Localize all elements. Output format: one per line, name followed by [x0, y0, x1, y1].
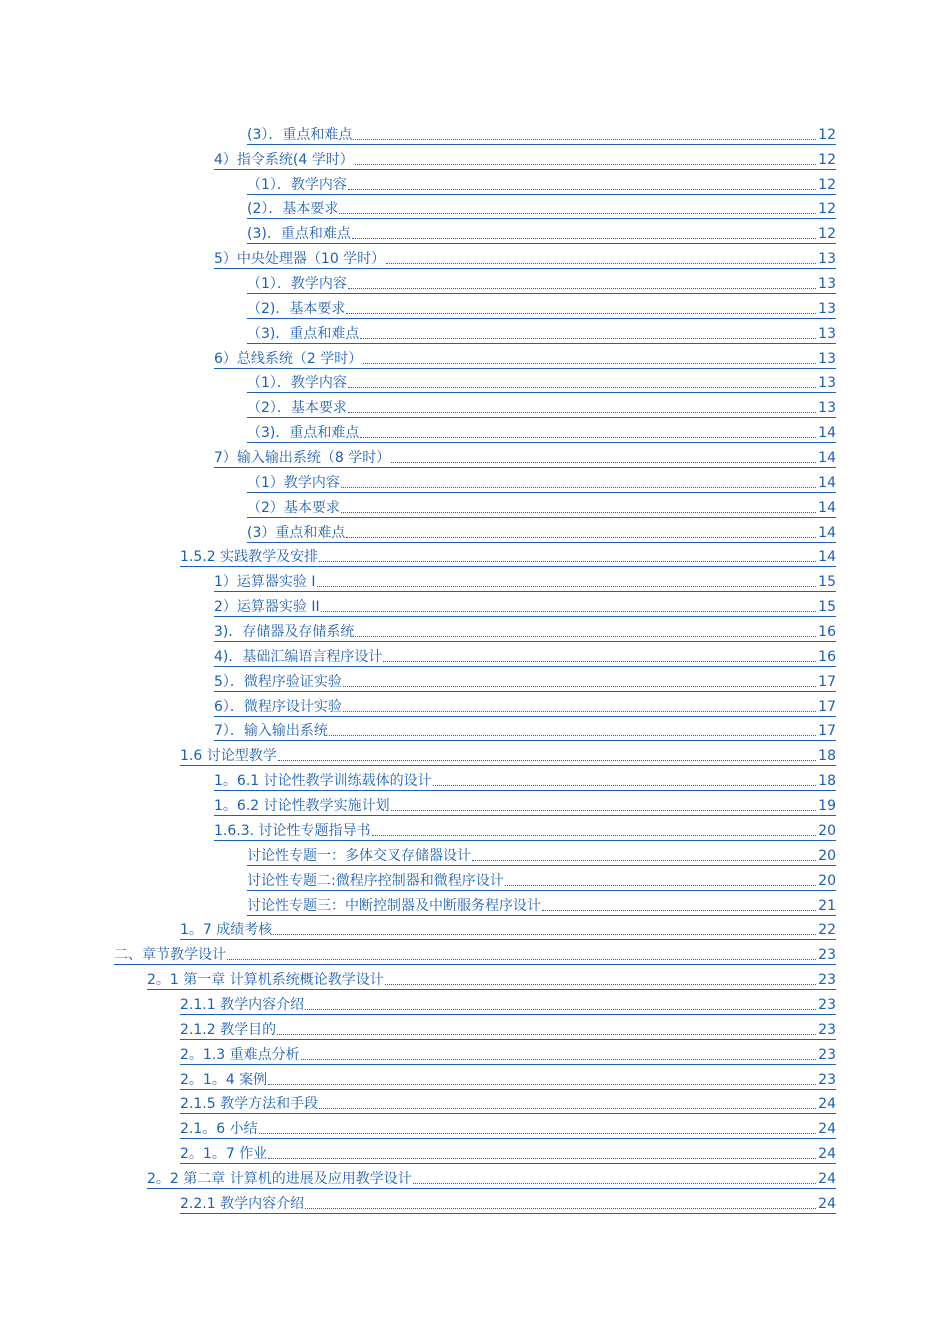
toc-entry-label: 2。2 第二章 计算机的进展及应用教学设计	[147, 1170, 412, 1187]
toc-entry-page: 22	[818, 922, 836, 939]
dot-leader	[305, 1008, 816, 1010]
toc-entry-page: 13	[818, 375, 836, 392]
dot-leader	[348, 287, 816, 289]
dot-leader	[277, 1033, 816, 1035]
dot-leader	[355, 163, 816, 165]
dot-leader	[319, 560, 816, 562]
toc-entry-page: 15	[818, 599, 836, 616]
toc-entry-label: 4）指令系统(4 学时）	[214, 151, 354, 168]
toc-entry-page: 23	[818, 1046, 836, 1063]
toc-entry[interactable]	[0, 994, 950, 1019]
toc-entry-page: 14	[818, 549, 836, 566]
toc-entry-label: (3）重点和难点	[247, 524, 346, 541]
toc-entry-label: 2.2.1 教学内容介绍	[180, 1195, 305, 1212]
dot-leader	[301, 1058, 817, 1060]
toc-entry[interactable]	[0, 373, 950, 398]
dot-leader	[348, 411, 816, 413]
dot-leader	[339, 212, 816, 214]
toc-entry-label: 讨论性专题二:微程序控制器和微程序设计	[247, 872, 504, 889]
toc-entry[interactable]	[0, 422, 950, 447]
toc-entry-page: 13	[818, 350, 836, 367]
toc-entry-page: 13	[818, 325, 836, 342]
toc-entry-page: 12	[818, 151, 836, 168]
toc-entry-label: 1。7 成绩考核	[180, 922, 273, 939]
dot-leader	[433, 784, 817, 786]
toc-entry[interactable]	[0, 1069, 950, 1094]
dot-leader	[386, 262, 816, 264]
toc-entry[interactable]	[0, 895, 950, 920]
dot-leader	[343, 685, 816, 687]
toc-entry[interactable]	[0, 1193, 950, 1218]
toc-entry-page: 23	[818, 1021, 836, 1038]
toc-entry-label: (3）．重点和难点	[247, 126, 353, 143]
toc-entry-page: 19	[818, 798, 836, 815]
dot-leader	[542, 909, 816, 911]
toc-entry-label: 二、章节教学设计	[114, 947, 226, 964]
toc-entry-page: 20	[818, 872, 836, 889]
toc-entry[interactable]	[0, 547, 950, 572]
toc-entry-label: （1）．教学内容	[247, 276, 347, 293]
dot-leader	[329, 734, 816, 736]
toc-entry-page: 13	[818, 400, 836, 417]
toc-entry-label: 2.1.5 教学方法和手段	[180, 1096, 319, 1113]
toc-entry-page: 14	[818, 499, 836, 516]
dot-leader	[227, 958, 816, 960]
toc-entry[interactable]	[0, 1143, 950, 1168]
toc-entry[interactable]	[0, 223, 950, 248]
toc-entry-page: 16	[818, 648, 836, 665]
toc-entry[interactable]	[0, 944, 950, 969]
toc-entry-label: 5）中央处理器（10 学时）	[214, 251, 386, 268]
toc-entry-page: 17	[818, 723, 836, 740]
toc-entry[interactable]	[0, 348, 950, 373]
toc-entry[interactable]	[0, 174, 950, 199]
toc-entry-label: 3)．存储器及存储系统	[214, 624, 355, 641]
toc-entry-page: 24	[818, 1146, 836, 1163]
toc-entry-page: 18	[818, 773, 836, 790]
toc-entry[interactable]	[0, 745, 950, 770]
dot-leader	[505, 884, 816, 886]
toc-entry-page: 17	[818, 673, 836, 690]
toc-entry-label: 7）输入输出系统（8 学时）	[214, 450, 391, 467]
toc-entry[interactable]	[0, 671, 950, 696]
dot-leader	[372, 834, 817, 836]
dot-leader	[360, 436, 816, 438]
dot-leader	[346, 312, 816, 314]
toc-entry-label: 讨论性专题一：多体交叉存储器设计	[247, 847, 471, 864]
toc-entry-page: 24	[818, 1195, 836, 1212]
toc-entry-label: 2。1。7 作业	[180, 1146, 268, 1163]
toc-entry-label: 1.6.3. 讨论性专题指导书	[214, 822, 371, 839]
toc-entry-label: 2。1。4 案例	[180, 1071, 268, 1088]
toc-entry[interactable]	[0, 397, 950, 422]
toc-entry-label: （2）．基本要求	[247, 400, 347, 417]
toc-entry-label: （2）基本要求	[247, 499, 340, 516]
toc-entry[interactable]	[0, 1044, 950, 1069]
toc-entry[interactable]	[0, 522, 950, 547]
dot-leader	[273, 933, 816, 935]
toc-entry[interactable]	[0, 323, 950, 348]
toc-entry-label: （1）．教学内容	[247, 176, 347, 193]
toc-entry[interactable]	[0, 1094, 950, 1119]
dot-leader	[321, 610, 817, 612]
toc-entry[interactable]	[0, 920, 950, 945]
toc-entry[interactable]	[0, 621, 950, 646]
toc-entry-page: 24	[818, 1096, 836, 1113]
toc-entry-label: （2)．基本要求	[247, 300, 346, 317]
toc-entry[interactable]	[0, 646, 950, 671]
toc-entry-label: 1。6.2 讨论性教学实施计划	[214, 798, 390, 815]
dot-leader	[348, 386, 816, 388]
toc-entry-page: 14	[818, 450, 836, 467]
toc-entry-label: 2.1.2 教学目的	[180, 1021, 277, 1038]
toc-entry-page: 12	[818, 126, 836, 143]
toc-entry-label: （3)．重点和难点	[247, 425, 360, 442]
toc-entry-label: 2.1。6 小结	[180, 1121, 258, 1138]
toc-entry[interactable]	[0, 571, 950, 596]
table-of-contents	[0, 124, 950, 1218]
toc-entry-page: 23	[818, 972, 836, 989]
toc-entry-label: 6）．微程序设计实验	[214, 698, 342, 715]
toc-entry[interactable]	[0, 795, 950, 820]
dot-leader	[385, 983, 816, 985]
toc-entry-label: 6）总线系统（2 学时）	[214, 350, 363, 367]
toc-entry[interactable]	[0, 1168, 950, 1193]
toc-entry[interactable]	[0, 273, 950, 298]
dot-leader	[363, 362, 816, 364]
toc-entry-label: （3)．重点和难点	[247, 325, 360, 342]
dot-leader	[346, 536, 816, 538]
dot-leader	[317, 585, 817, 587]
toc-entry-label: 7）．输入输出系统	[214, 723, 328, 740]
toc-entry-page: 23	[818, 996, 836, 1013]
dot-leader	[353, 138, 816, 140]
toc-entry-label: （1）．教学内容	[247, 375, 347, 392]
toc-entry[interactable]	[0, 1118, 950, 1143]
toc-entry[interactable]	[0, 497, 950, 522]
toc-entry[interactable]	[0, 721, 950, 746]
dot-leader	[383, 660, 816, 662]
toc-entry-page: 24	[818, 1170, 836, 1187]
toc-entry-page: 12	[818, 201, 836, 218]
toc-entry[interactable]	[0, 696, 950, 721]
toc-entry-page: 18	[818, 748, 836, 765]
toc-entry[interactable]	[0, 969, 950, 994]
dot-leader	[305, 1207, 816, 1209]
toc-entry-page: 24	[818, 1121, 836, 1138]
dot-leader	[341, 486, 816, 488]
toc-entry-label: 2。1 第一章 计算机系统概论教学设计	[147, 972, 384, 989]
toc-entry[interactable]	[0, 199, 950, 224]
toc-entry-label: （1）教学内容	[247, 474, 340, 491]
toc-entry-page: 20	[818, 822, 836, 839]
toc-entry[interactable]	[0, 298, 950, 323]
toc-entry-label: 1）运算器实验 I	[214, 574, 316, 591]
toc-entry[interactable]	[0, 596, 950, 621]
toc-entry-page: 13	[818, 276, 836, 293]
toc-entry[interactable]	[0, 124, 950, 149]
toc-entry-label: 2。1.3 重难点分析	[180, 1046, 300, 1063]
toc-entry-label: 1.5.2 实践教学及安排	[180, 549, 319, 566]
dot-leader	[391, 809, 817, 811]
dot-leader	[341, 511, 816, 513]
dot-leader	[319, 1107, 816, 1109]
dot-leader	[268, 1083, 816, 1085]
toc-entry-page: 14	[818, 425, 836, 442]
toc-entry-page: 14	[818, 474, 836, 491]
toc-entry-page: 17	[818, 698, 836, 715]
toc-entry-label: 1.6 讨论型教学	[180, 748, 277, 765]
toc-entry-page: 21	[818, 897, 836, 914]
dot-leader	[391, 461, 816, 463]
toc-entry[interactable]	[0, 870, 950, 895]
toc-entry-label: (3)．重点和难点	[247, 226, 351, 243]
toc-entry[interactable]	[0, 820, 950, 845]
dot-leader	[472, 859, 816, 861]
toc-entry-page: 15	[818, 574, 836, 591]
toc-entry-label: (2）．基本要求	[247, 201, 339, 218]
dot-leader	[360, 337, 816, 339]
dot-leader	[278, 759, 816, 761]
toc-entry-label: 5）．微程序验证实验	[214, 673, 342, 690]
toc-entry-page: 20	[818, 847, 836, 864]
toc-entry-label: 1。6.1 讨论性教学训练载体的设计	[214, 773, 432, 790]
toc-entry-page: 16	[818, 624, 836, 641]
toc-entry[interactable]	[0, 149, 950, 174]
toc-entry[interactable]	[0, 1019, 950, 1044]
toc-entry[interactable]	[0, 447, 950, 472]
dot-leader	[355, 635, 816, 637]
toc-entry-label: 4)．基础汇编语言程序设计	[214, 648, 383, 665]
toc-entry[interactable]	[0, 472, 950, 497]
dot-leader	[343, 710, 816, 712]
toc-entry-page: 13	[818, 300, 836, 317]
toc-entry-page: 12	[818, 226, 836, 243]
toc-entry[interactable]	[0, 770, 950, 795]
dot-leader	[348, 188, 816, 190]
toc-entry[interactable]	[0, 248, 950, 273]
dot-leader	[352, 237, 816, 239]
dot-leader	[259, 1132, 817, 1134]
toc-entry-label: 讨论性专题三：中断控制器及中断服务程序设计	[247, 897, 541, 914]
toc-entry[interactable]	[0, 845, 950, 870]
toc-entry-label: 2.1.1 教学内容介绍	[180, 996, 305, 1013]
toc-entry-page: 23	[818, 1071, 836, 1088]
toc-entry-page: 23	[818, 947, 836, 964]
dot-leader	[268, 1157, 816, 1159]
toc-entry-page: 14	[818, 524, 836, 541]
toc-entry-label: 2）运算器实验 II	[214, 599, 320, 616]
toc-entry-page: 13	[818, 251, 836, 268]
dot-leader	[413, 1182, 816, 1184]
toc-entry-page: 12	[818, 176, 836, 193]
